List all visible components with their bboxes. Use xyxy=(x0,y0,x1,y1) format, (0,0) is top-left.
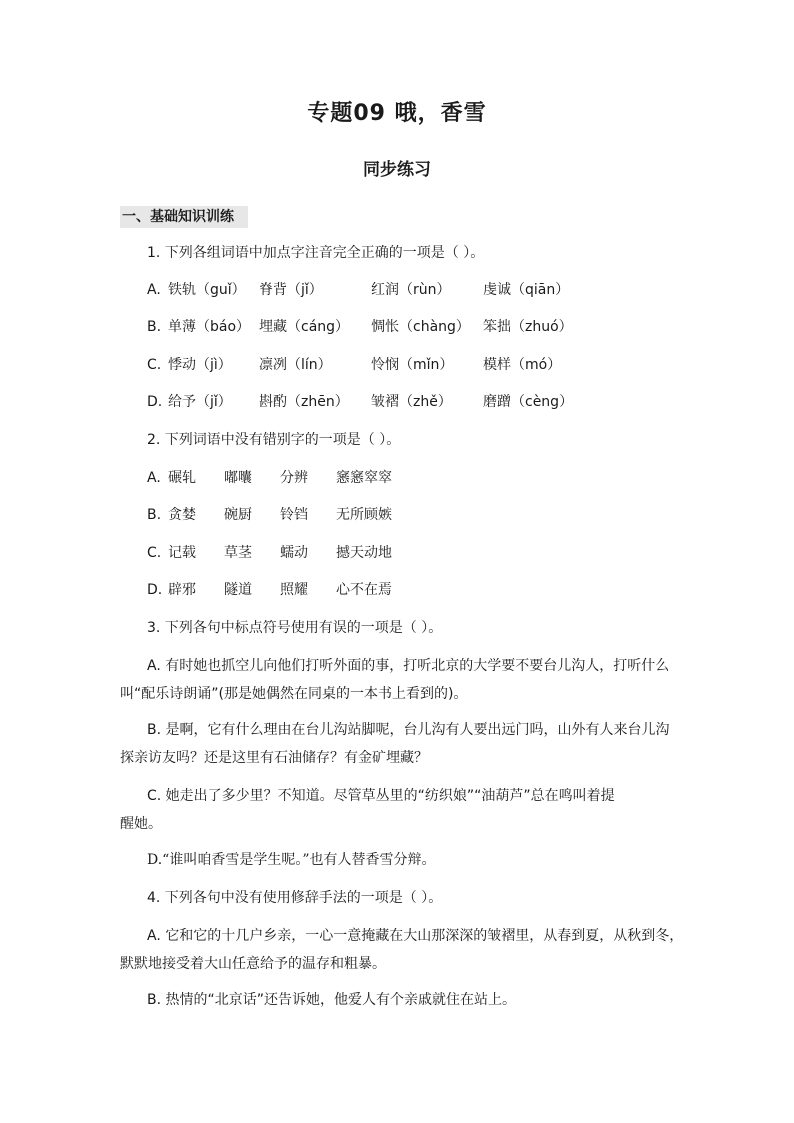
option-label: D. xyxy=(147,394,163,410)
question-1-option-c xyxy=(147,355,707,375)
question-4-option-b: B. 热情的“北京话”还告诉她，他爱人有个亲戚就住在站上。 xyxy=(147,992,517,1008)
option-label: A. xyxy=(147,282,161,298)
option-word: 铁轨（guǐ） xyxy=(168,282,246,298)
question-1-stem: 1. 下列各组词语中加点字注音完全正确的一项是（ ）。 xyxy=(147,245,485,261)
option-word: 碾轧 xyxy=(168,470,196,486)
option-word: 凛冽（lín） xyxy=(259,357,332,373)
option-word: 隧道 xyxy=(224,582,252,598)
option-word: 脊背（jǐ） xyxy=(259,282,323,298)
option-word: 辟邪 xyxy=(168,582,196,598)
option-label: D. xyxy=(147,582,163,598)
question-4-option-a-line-2: 默默地接受着大山任意给予的温存和粗暴。 xyxy=(120,956,386,972)
question-3-option-a-line-2: 叫“配乐诗朗诵”(那是她偶然在同桌的一本书上看到的)。 xyxy=(120,686,468,702)
option-word: 虔诚（qiān） xyxy=(483,282,570,298)
question-1-option-d xyxy=(147,392,707,412)
question-3-option-c-line-2: 醒她。 xyxy=(120,816,162,832)
option-word: 惆怅（chàng） xyxy=(371,319,470,335)
option-word: 红润（rùn） xyxy=(371,282,451,298)
question-2-stem: 2. 下列词语中没有错别字的一项是（ ）。 xyxy=(147,432,401,448)
question-2-option-c xyxy=(147,543,547,563)
option-word: 斟酌（zhēn） xyxy=(259,394,349,410)
option-word: 模样（mó） xyxy=(483,357,562,373)
question-1-option-a xyxy=(147,280,707,300)
document-title: 专题09 哦，香雪 xyxy=(307,101,487,126)
option-word: 碗厨 xyxy=(224,507,252,523)
section-heading: 一、基础知识训练 xyxy=(120,206,248,228)
question-3-option-b-line-1: B. 是啊，它有什么理由在台儿沟站脚呢，台儿沟有人要出远门吗，山外有人来台儿沟 xyxy=(147,722,670,738)
option-word: 单薄（báo） xyxy=(168,319,251,335)
option-word: 草茎 xyxy=(224,545,252,561)
question-3-option-b-line-2: 探亲访友吗？还是这里有石油储存？有金矿埋藏？ xyxy=(120,750,428,766)
option-word: 怜悯（mǐn） xyxy=(371,357,454,373)
option-label: B. xyxy=(147,507,162,523)
option-word: 铃铛 xyxy=(280,507,308,523)
question-4-option-a-line-1: A. 它和它的十几户乡亲，一心一意掩藏在大山那深深的皱褶里，从春到夏，从秋到冬， xyxy=(147,928,684,944)
question-2-option-a xyxy=(147,468,547,488)
question-3-option-a-line-1: A. 有时她也抓空儿向他们打听外面的事，打听北京的大学要不要台儿沟人，打听什么 xyxy=(147,658,670,674)
option-label: B. xyxy=(147,319,162,335)
option-word: 给予（jǐ） xyxy=(168,394,232,410)
option-word: 蠕动 xyxy=(280,545,308,561)
option-word: 贪婪 xyxy=(168,507,196,523)
option-word: 分辨 xyxy=(280,470,308,486)
question-2-option-b xyxy=(147,505,547,525)
option-label: C. xyxy=(147,357,162,373)
question-2-option-d xyxy=(147,580,547,600)
option-word: 嘟囔 xyxy=(224,470,252,486)
option-word: 悸动（jì） xyxy=(168,357,232,373)
option-word: 埋藏（cáng） xyxy=(259,319,350,335)
option-word: 皱褶（zhě） xyxy=(371,394,452,410)
option-word: 撼天动地 xyxy=(336,545,392,561)
question-3-option-d: D.“谁叫咱香雪是学生呢。”也有人替香雪分辩。 xyxy=(147,852,436,868)
option-word: 心不在焉 xyxy=(336,582,392,598)
option-word: 记载 xyxy=(168,545,196,561)
question-4-stem: 4. 下列各句中没有使用修辞手法的一项是（ ）。 xyxy=(147,890,443,906)
document-subtitle: 同步练习 xyxy=(363,160,431,180)
question-3-stem: 3. 下列各句中标点符号使用有误的一项是（ ）。 xyxy=(147,620,443,636)
option-word: 窸窸窣窣 xyxy=(336,470,392,486)
question-3-option-c-line-1: C. 她走出了多少里？不知道。尽管草丛里的“纺织娘”“油葫芦”总在鸣叫着提 xyxy=(147,788,615,804)
option-word: 磨蹭（cèng） xyxy=(483,394,574,410)
option-word: 笨拙（zhuó） xyxy=(483,319,573,335)
option-label: A. xyxy=(147,470,161,486)
question-1-option-b xyxy=(147,317,707,337)
option-word: 照耀 xyxy=(280,582,308,598)
option-label: C. xyxy=(147,545,162,561)
option-word: 无所顾嫉 xyxy=(336,507,392,523)
